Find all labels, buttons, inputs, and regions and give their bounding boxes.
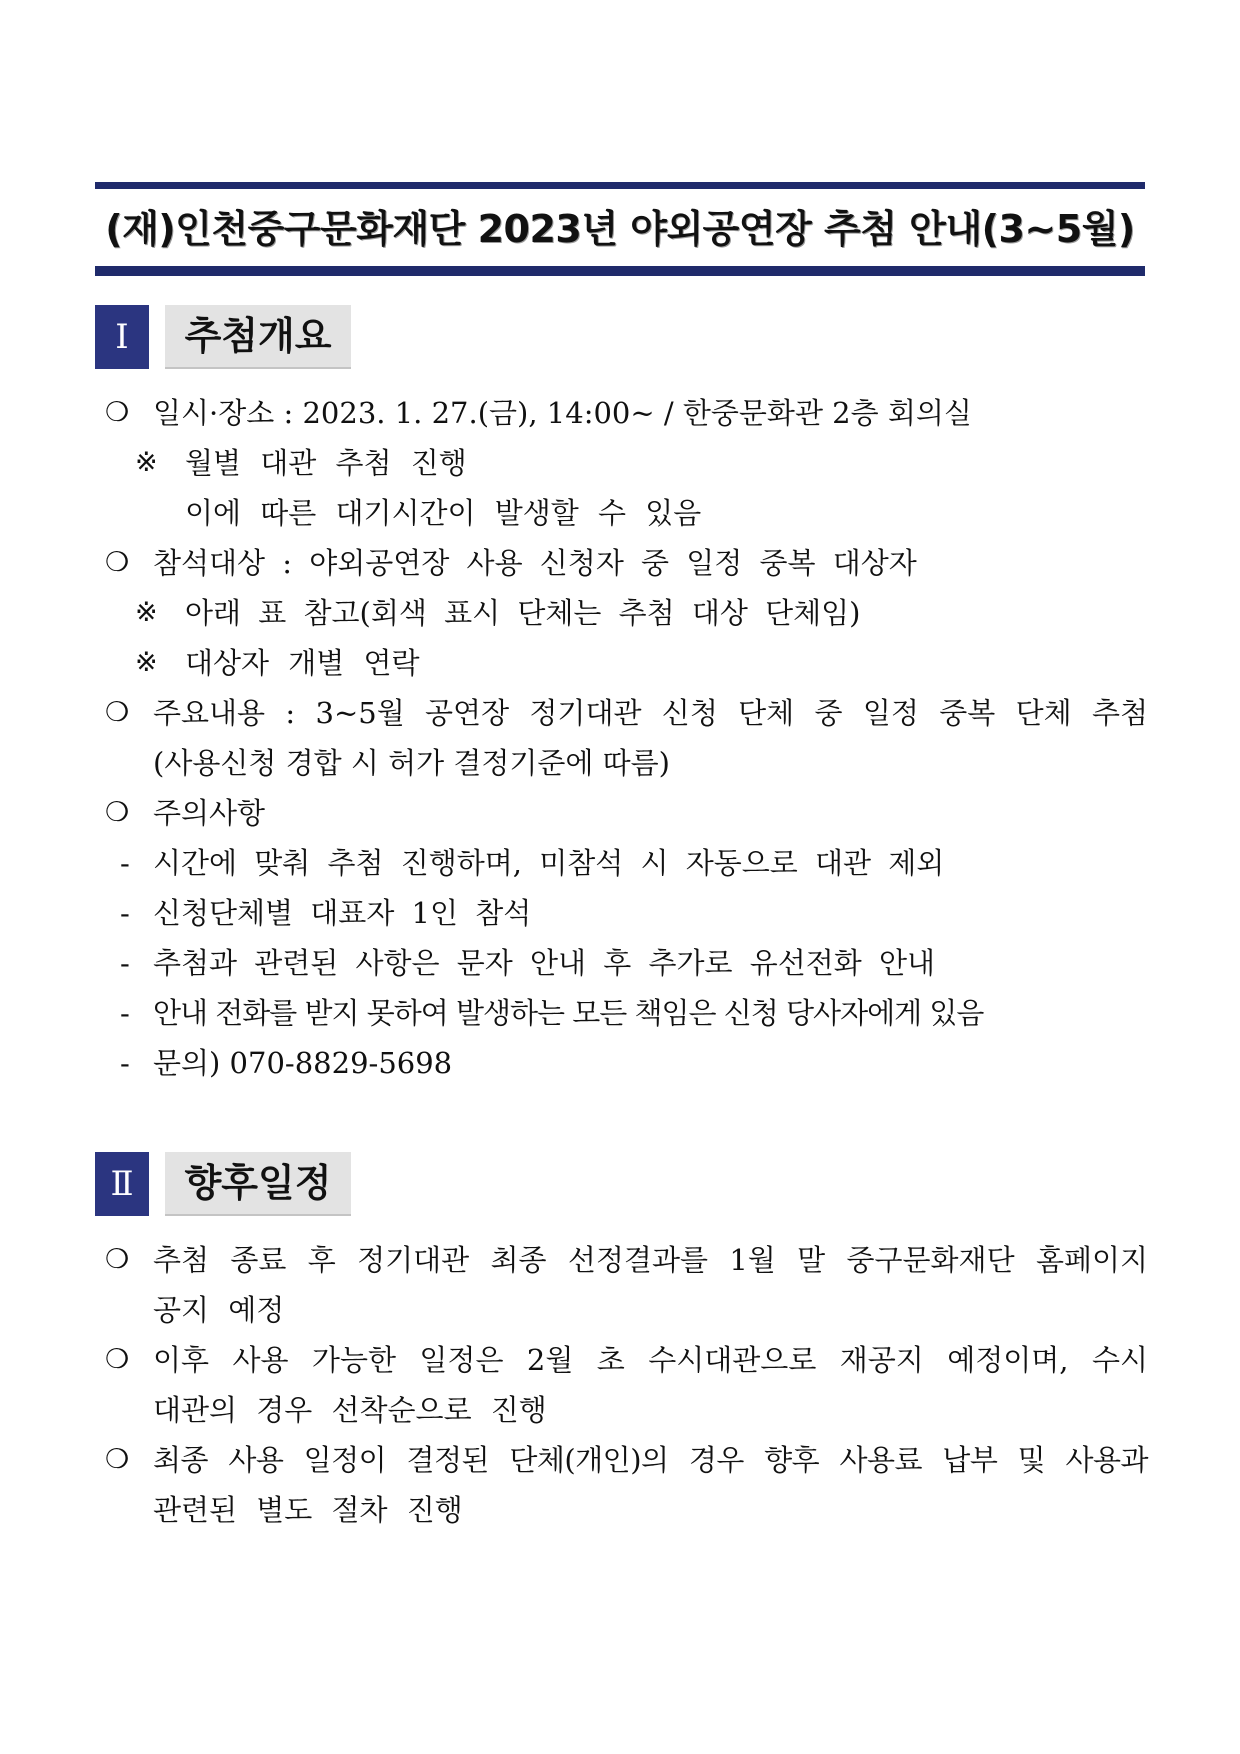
section-1-heading: 추첨개요 — [165, 305, 351, 369]
section-2-heading: 향후일정 — [165, 1152, 351, 1216]
bullet-icon: ❍ — [105, 547, 130, 578]
caution-item: 신청단체별 대표자 1인 참석 — [153, 896, 532, 930]
dash-icon: - — [120, 1046, 130, 1080]
document-title: (재)인천중구문화재단 2023년 야외공연장 추첨 안내(3~5월) — [105, 207, 1135, 251]
section-2-numeral: Ⅱ — [95, 1152, 149, 1216]
bullet-icon: ❍ — [105, 1444, 130, 1475]
reference-mark-icon: ※ — [135, 597, 158, 628]
bullet-icon: ❍ — [105, 1244, 130, 1275]
dash-icon: - — [120, 946, 130, 980]
content-line-2: (사용신청 경합 시 허가 결정기준에 따름) — [153, 746, 670, 780]
schedule-item-2-line-2: 대관의 경우 선착순으로 진행 — [153, 1393, 547, 1427]
caution-item: 시간에 맞춰 추첨 진행하며, 미참석 시 자동으로 대관 제외 — [153, 846, 945, 880]
date-place-line: 일시·장소 : 2023. 1. 27.(금), 14:00~ / 한중문화관 2층 회의실 — [153, 396, 972, 430]
attendees-note-line-1: 아래 표 참고(회색 표시 단체는 추첨 대상 단체임) — [185, 596, 861, 630]
schedule-item-3-line-1: 최종 사용 일정이 결정된 단체(개인)의 경우 향후 사용료 납부 및 사용과 — [153, 1443, 1148, 1477]
schedule-item-2-line-1: 이후 사용 가능한 일정은 2월 초 수시대관으로 재공지 예정이며, 수시 — [153, 1343, 1148, 1377]
caution-item: 안내 전화를 받지 못하여 발생하는 모든 책임은 신청 당사자에게 있음 — [153, 996, 984, 1030]
bullet-icon: ❍ — [105, 697, 130, 728]
attendees-line: 참석대상 : 야외공연장 사용 신청자 중 일정 중복 대상자 — [153, 546, 917, 580]
content-line-1: 주요내용 : 3~5월 공연장 정기대관 신청 단체 중 일정 중복 단체 추첨 — [153, 696, 1148, 730]
schedule-item-3-line-2: 관련된 별도 절차 진행 — [153, 1493, 463, 1527]
contact-line: 문의) 070-8829-5698 — [153, 1046, 453, 1080]
schedule-item-1-line-2: 공지 예정 — [153, 1293, 285, 1327]
bullet-icon: ❍ — [105, 797, 130, 828]
bullet-icon: ❍ — [105, 397, 130, 428]
dash-icon: - — [120, 996, 130, 1030]
title-top-rule — [95, 182, 1145, 189]
attendees-note-line-2: 대상자 개별 연락 — [185, 646, 420, 680]
date-note-line-2: 이에 따른 대기시간이 발생할 수 있음 — [185, 496, 702, 530]
document-title-block — [95, 182, 1145, 276]
schedule-item-1-line-1: 추첨 종료 후 정기대관 최종 선정결과를 1월 말 중구문화재단 홈페이지 — [153, 1243, 1148, 1277]
caution-item: 추첨과 관련된 사항은 문자 안내 후 추가로 유선전화 안내 — [153, 946, 936, 980]
dash-icon: - — [120, 896, 130, 930]
date-note-line-1: 월별 대관 추첨 진행 — [185, 446, 467, 480]
reference-mark-icon: ※ — [135, 447, 158, 478]
reference-mark-icon: ※ — [135, 647, 158, 678]
dash-icon: - — [120, 846, 130, 880]
section-1-numeral: Ⅰ — [95, 305, 149, 369]
bullet-icon: ❍ — [105, 1344, 130, 1375]
title-bottom-rule — [95, 266, 1145, 276]
caution-heading: 주의사항 — [153, 796, 266, 830]
